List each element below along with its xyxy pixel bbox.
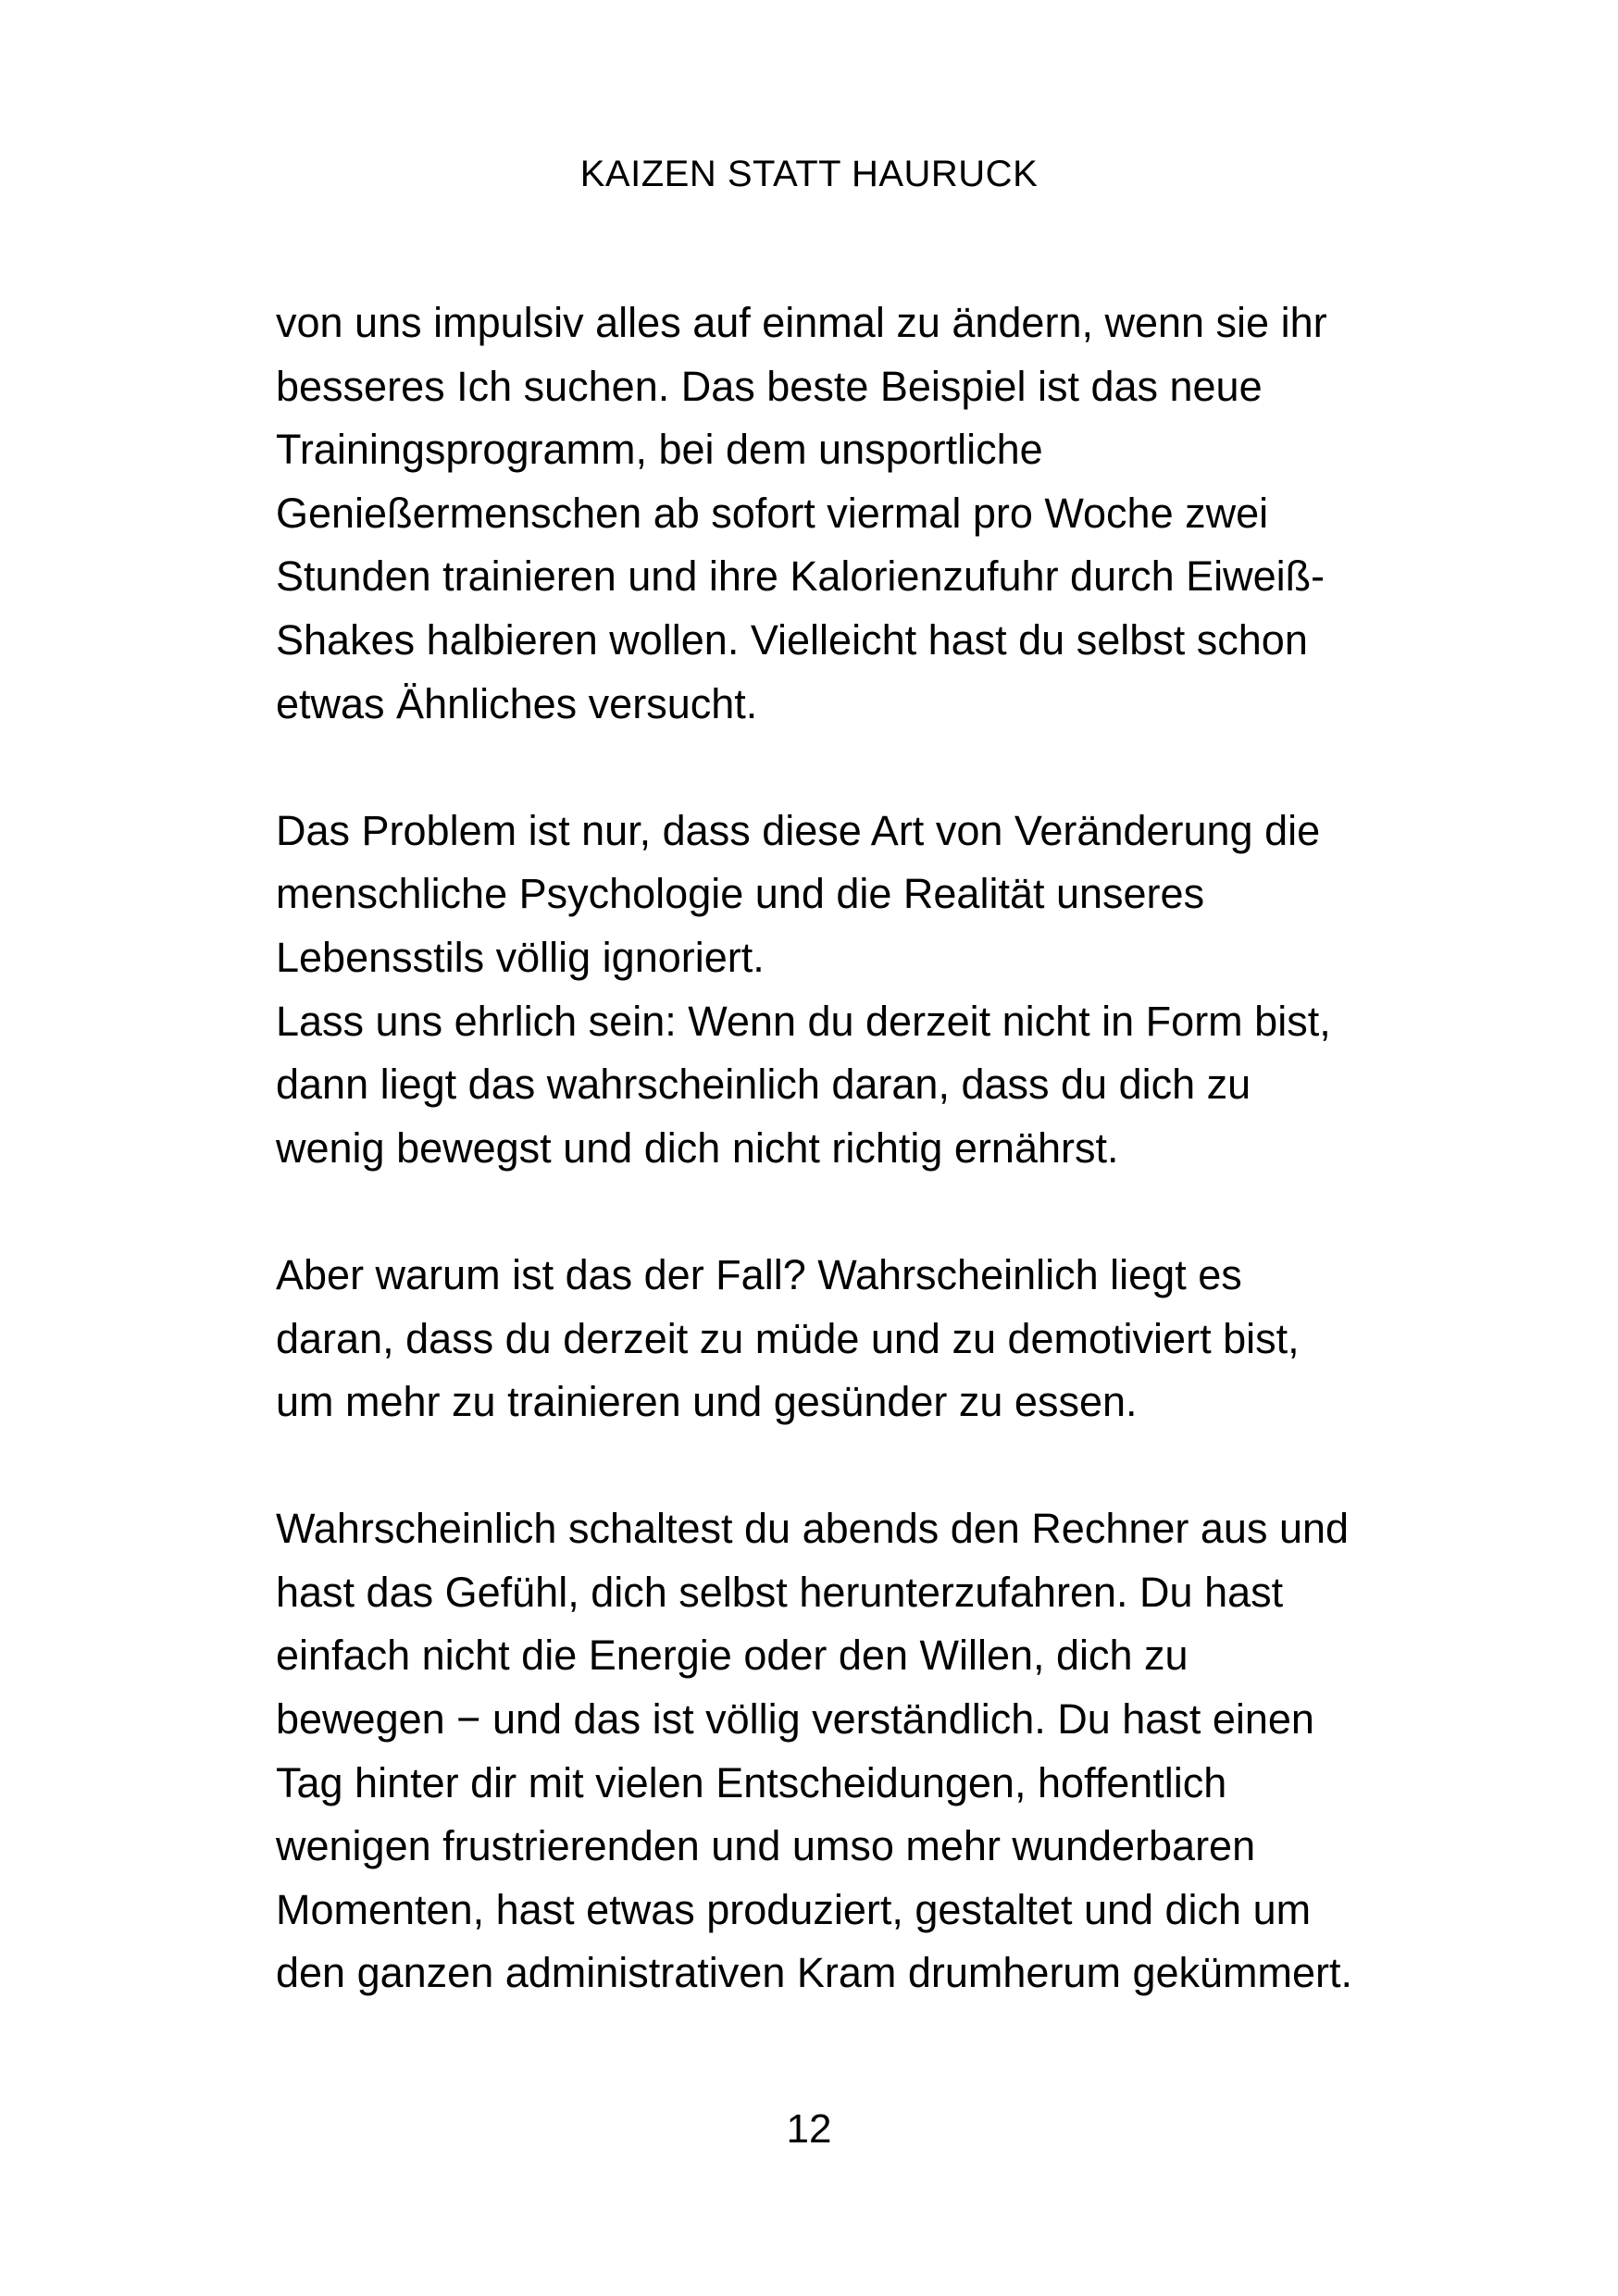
paragraph [276, 1497, 1396, 2005]
text-line: den ganzen administrativen Kram drumherum gekümmert. [276, 1949, 1353, 1997]
text-line: hast das Gefühl, dich selbst herunterzufahren. Du hast [276, 1568, 1284, 1616]
text-line: Lebensstils völlig ignoriert. [276, 933, 765, 981]
text-line: wenigen frustrierenden und umso mehr wunderbaren [276, 1822, 1256, 1870]
paragraph [276, 292, 1396, 736]
text-line: Wahrscheinlich schaltest du abends den Rechner aus und [276, 1505, 1350, 1553]
text-line: etwas Ähnliches versucht. [276, 679, 758, 727]
text-line: Tag hinter dir mit vielen Entscheidungen, hoffentlich [276, 1758, 1227, 1806]
paragraph-spacer [276, 1434, 1396, 1498]
text-line: Trainingsprogramm, bei dem unsportliche [276, 426, 1043, 474]
paragraph-spacer [276, 736, 1396, 800]
text-line: Shakes halbieren wollen. Vielleicht hast du selbst schon [276, 615, 1308, 664]
text-line: bewegen − und das ist völlig verständlich. Du hast einen [276, 1695, 1314, 1744]
text-line: wenig bewegst und dich nicht richtig ernährst. [276, 1123, 1119, 1172]
text-line: dann liegt das wahrscheinlich daran, dass du dich zu [276, 1061, 1251, 1109]
text-line: besseres Ich suchen. Das beste Beispiel ist das neue [276, 362, 1263, 410]
text-line: Momenten, hast etwas produziert, gestaltet und dich um [276, 1885, 1312, 1933]
body-text [276, 292, 1396, 2005]
text-line: Genießermenschen ab sofort viermal pro Woche zwei [276, 489, 1269, 537]
running-head: KAIZEN STATT HAURUCK [579, 154, 1039, 194]
text-line: einfach nicht die Energie oder den Willen, dich zu [276, 1632, 1189, 1680]
paragraph [276, 1244, 1396, 1434]
text-line: Das Problem ist nur, dass diese Art von Veränderung die [276, 806, 1321, 854]
text-line: Lass uns ehrlich sein: Wenn du derzeit nicht in Form bist, [276, 997, 1331, 1045]
text-line: Stunden trainieren und ihre Kalorienzufuhr durch Eiweiß- [276, 552, 1326, 601]
text-line: um mehr zu trainieren und gesünder zu essen. [276, 1378, 1138, 1426]
text-line: daran, dass du derzeit zu müde und zu demotiviert bist, [276, 1314, 1300, 1362]
paragraph [276, 800, 1396, 1181]
text-line: Aber warum ist das der Fall? Wahrscheinlich liegt es [276, 1250, 1242, 1298]
text-line: von uns impulsiv alles auf einmal zu ändern, wenn sie ihr [276, 299, 1327, 346]
text-line: menschliche Psychologie und die Realität unseres [276, 870, 1205, 918]
page-number: 12 [786, 2106, 832, 2152]
paragraph-spacer [276, 1180, 1396, 1244]
